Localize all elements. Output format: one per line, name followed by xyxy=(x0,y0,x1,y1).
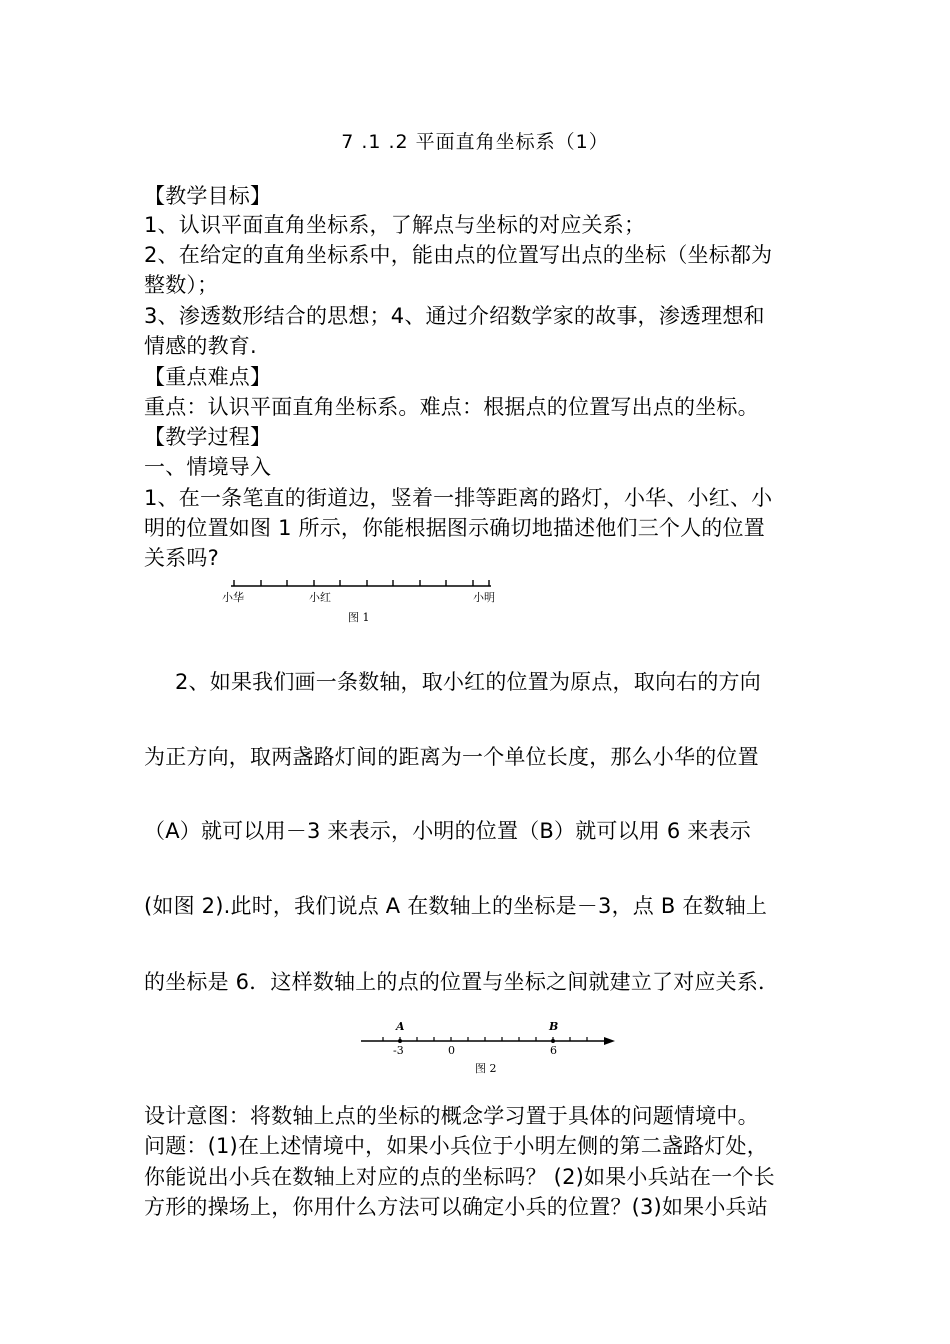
questions-line-2: 你能说出小兵在数轴上对应的点的坐标吗？ (2)如果小兵站在一个长 xyxy=(144,1165,775,1189)
figure-2-number-line xyxy=(355,1016,625,1078)
section-heading-key-points: 【重点难点】 xyxy=(144,365,272,389)
figure-1-caption: 图 1 xyxy=(348,611,370,624)
question-1-line-2: 明的位置如图 1 所示，你能根据图示确切地描述他们三个人的位置 xyxy=(144,516,765,540)
key-points-text: 重点：认识平面直角坐标系。难点：根据点的位置写出点的坐标。 xyxy=(144,395,759,419)
section-heading-objectives: 【教学目标】 xyxy=(144,184,272,208)
figure-1-label-xiaoming: 小明 xyxy=(473,591,495,604)
objective-line-3-cont: 情感的教育. xyxy=(144,334,257,358)
para-2-line-4: (如图 2).此时，我们说点 A 在数轴上的坐标是－3，点 B 在数轴上 xyxy=(144,894,768,918)
tick-label-0: 0 xyxy=(448,1044,455,1057)
objective-line-2-cont: 整数）； xyxy=(144,273,219,297)
tick-label-6: 6 xyxy=(550,1044,557,1057)
point-a-label: A xyxy=(396,1020,405,1033)
figure-2-caption: 图 2 xyxy=(475,1062,497,1075)
point-b-label: B xyxy=(549,1020,559,1033)
objective-line-3: 3、渗透数形结合的思想；4、通过介绍数学家的故事，渗透理想和 xyxy=(144,304,765,328)
design-intent-line: 设计意图：将数轴上点的坐标的概念学习置于具体的问题情境中。 xyxy=(144,1104,759,1128)
figure-1-street-diagram xyxy=(210,574,510,628)
figure-1-label-xiaohong: 小红 xyxy=(309,591,331,604)
questions-line-1: 问题：(1)在上述情境中，如果小兵位于小明左侧的第二盏路灯处， xyxy=(144,1134,768,1158)
para-2-line-2: 为正方向，取两盏路灯间的距离为一个单位长度，那么小华的位置 xyxy=(144,745,759,769)
para-2-line-3: （A）就可以用－3 来表示，小明的位置（B）就可以用 6 来表示 xyxy=(144,819,751,843)
objective-line-2: 2、在给定的直角坐标系中，能由点的位置写出点的坐标（坐标都为 xyxy=(144,243,773,267)
para-2-line-1: 2、如果我们画一条数轴，取小红的位置为原点，取向右的方向 xyxy=(175,670,761,694)
figure-1-label-xiaohua: 小华 xyxy=(222,591,244,604)
question-1-line-3: 关系吗? xyxy=(144,546,219,570)
number-line-arrow xyxy=(604,1037,615,1045)
objective-line-1: 1、认识平面直角坐标系，了解点与坐标的对应关系； xyxy=(144,213,646,237)
point-b-dot xyxy=(551,1039,555,1043)
question-1-line-1: 1、在一条笔直的街道边，竖着一排等距离的路灯，小华、小红、小 xyxy=(144,486,773,510)
subsection-heading-intro: 一、情境导入 xyxy=(144,455,272,479)
tick-label-neg3: -3 xyxy=(393,1044,404,1057)
section-heading-process: 【教学过程】 xyxy=(144,425,272,449)
para-2-line-5: 的坐标是 6．这样数轴上的点的位置与坐标之间就建立了对应关系． xyxy=(144,970,780,994)
document-title: 7 .1 .2 平面直角坐标系（1） xyxy=(341,131,609,153)
point-a-dot xyxy=(398,1039,402,1043)
questions-line-3: 方形的操场上，你用什么方法可以确定小兵的位置？(3)如果小兵站 xyxy=(144,1195,768,1219)
